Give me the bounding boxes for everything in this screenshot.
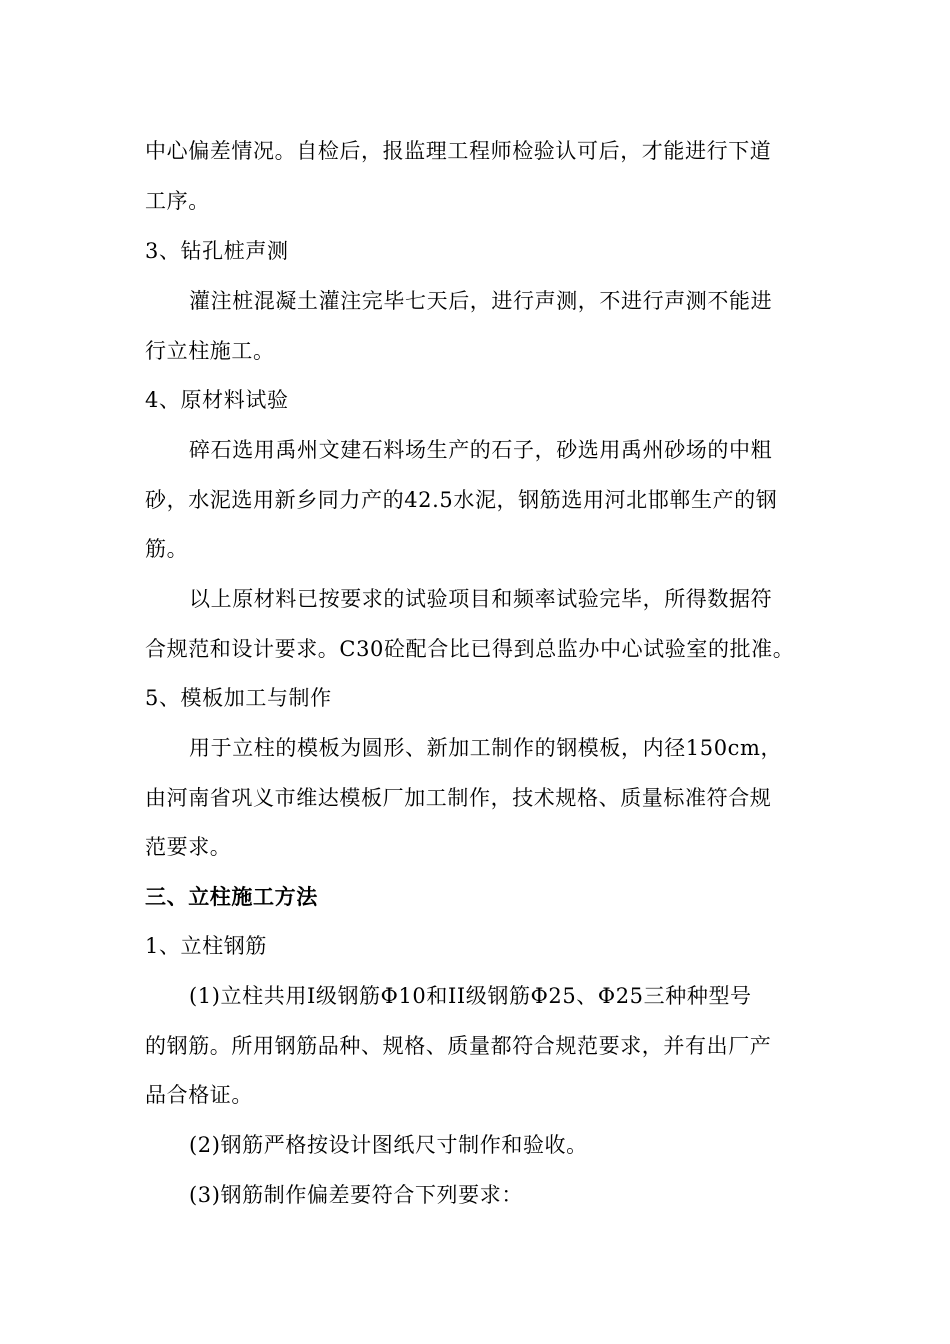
section-heading: 4、原材料试验 (145, 388, 289, 412)
paragraph-line: 以上原材料已按要求的试验项目和频率试验完毕，所得数据符 (189, 587, 773, 611)
paragraph-line: (2)钢筋严格按设计图纸尺寸制作和验收。 (189, 1133, 588, 1157)
paragraph-line: 中心偏差情况。自检后，报监理工程师检验认可后，才能进行下道 (145, 139, 772, 163)
paragraph-line: 合规范和设计要求。C30砼配合比已得到总监办中心试验室的批准。 (145, 637, 795, 661)
paragraph-line: 砂，水泥选用新乡同力产的42.5水泥，钢筋选用河北邯郸生产的钢 (145, 488, 778, 512)
paragraph-line: 范要求。 (145, 835, 232, 859)
paragraph-line: 由河南省巩义市维达模板厂加工制作，技术规格、质量标准符合规 (145, 786, 772, 810)
paragraph-line: 工序。 (145, 189, 210, 213)
paragraph-line: 的钢筋。所用钢筋品种、规格、质量都符合规范要求，并有出厂产 (145, 1034, 772, 1058)
paragraph-line: 行立柱施工。 (145, 339, 275, 363)
section-heading: 3、钻孔桩声测 (145, 239, 289, 263)
paragraph-line: 品合格证。 (145, 1083, 253, 1107)
section-heading: 5、模板加工与制作 (145, 686, 332, 710)
paragraph-line: (1)立柱共用I级钢筋Φ10和II级钢筋Φ25、Φ25三种种型号 (189, 984, 752, 1008)
paragraph-line: 用于立柱的模板为圆形、新加工制作的钢模板，内径150cm， (189, 736, 783, 760)
paragraph-line: 碎石选用禹州文建石料场生产的石子，砂选用禹州砂场的中粗 (189, 438, 773, 462)
paragraph-line: (3)钢筋制作偏差要符合下列要求： (189, 1183, 523, 1207)
paragraph-line: 灌注桩混凝土灌注完毕七天后，进行声测，不进行声测不能进 (189, 289, 773, 313)
chapter-heading: 三、立柱施工方法 (145, 884, 318, 909)
paragraph-line: 筋。 (145, 537, 189, 561)
section-heading: 1、立柱钢筋 (145, 934, 267, 958)
